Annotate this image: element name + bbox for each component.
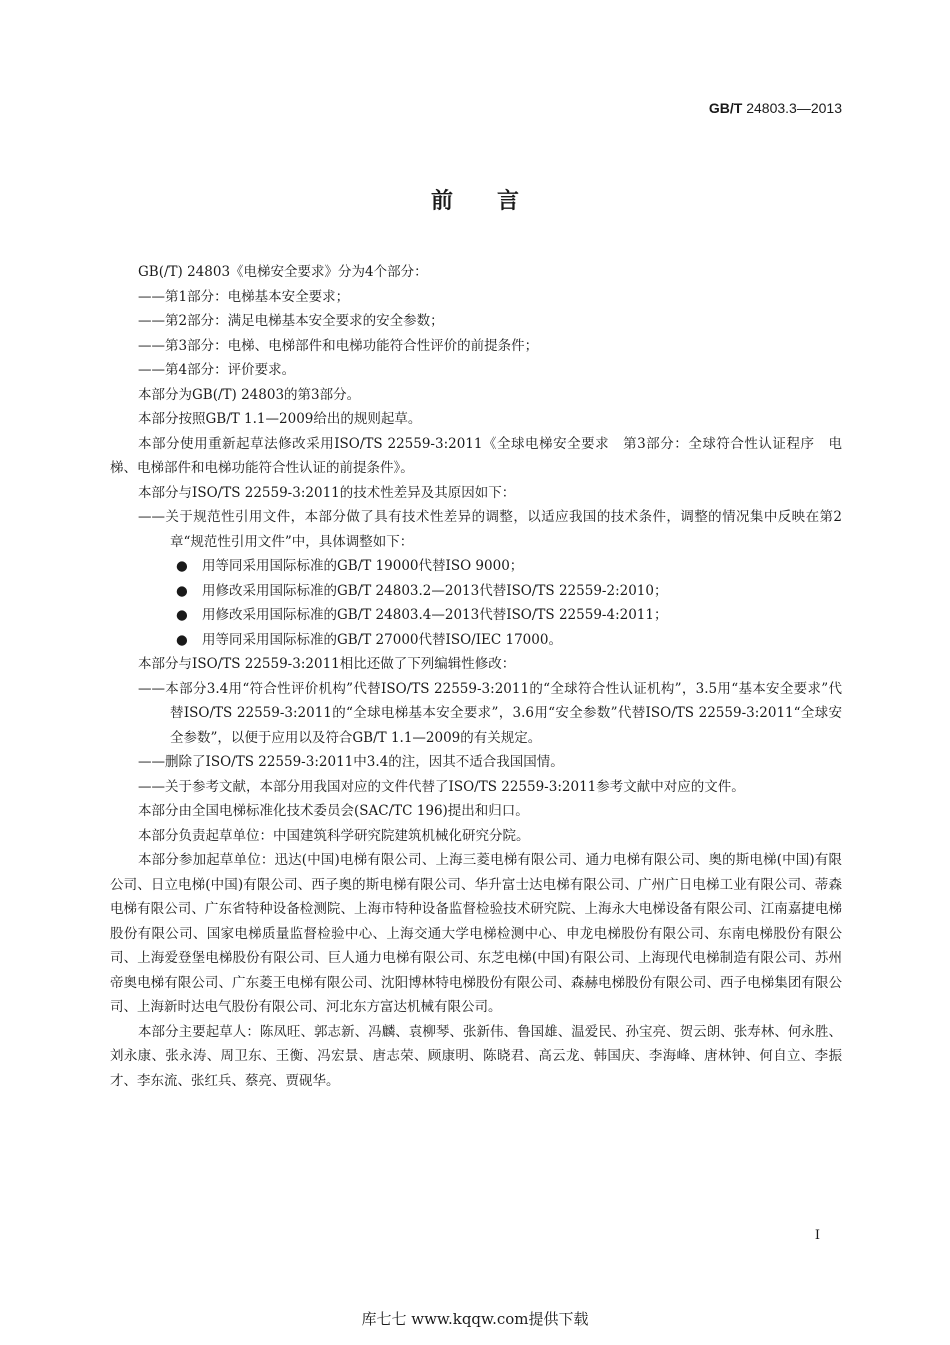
dash-item: ——本部分3.4用“符合性评价机构”代替ISO/TS 22559-3:2011的“全球符合性认证机构”，3.5用“基本安全要求”代替ISO/TS 22559-3:2011的“全球电梯基本安全要求”，3.6用“安全参数”代替ISO/TS 22559-3:2011“全球安全参数”，以便于应用以及符合GB/T 1.1—2009的有关规定。 <box>138 680 842 746</box>
bullet-text: 用修改采用国际标准的GB/T 24803.2—2013代替ISO/TS 22559-2:2010； <box>202 582 668 599</box>
paragraph: 本部分参加起草单位：迅达(中国)电梯有限公司、上海三菱电梯有限公司、通力电梯有限公司、奥的斯电梯(中国)有限公司、日立电梯(中国)有限公司、西子奥的斯电梯有限公司、华升富士达电梯有限公司、广州广日电梯工业有限公司、蒂森电梯有限公司、广东省特种设备检测院、上海市特种设备监督检验技术研究院、上海永大电梯设备有限公司、江南嘉捷电梯股份有限公司、国家电梯质量监督检验中心、上海交通大学电梯检测中心、申龙电梯股份有限公司、东南电梯股份有限公司、上海爱登堡电梯股份有限公司、巨人通力电梯有限公司、东芝电梯(中国)有限公司、上海现代电梯制造有限公司、苏州帝奥电梯有限公司、广东菱王电梯有限公司、沈阳博林特电梯股份有限公司、森赫电梯股份有限公司、西子电梯集团有限公司、上海新时达电气股份有限公司、河北东方富达机械有限公司。 <box>110 852 842 1015</box>
bullet-item <box>110 603 842 628</box>
paragraph: 本部分与ISO/TS 22559-3:2011的技术性差异及其原因如下： <box>138 484 516 501</box>
bullet-text: 用修改采用国际标准的GB/T 24803.4—2013代替ISO/TS 22559-4:2011； <box>202 607 668 623</box>
bullet-item <box>110 628 842 653</box>
bullet-item <box>110 554 842 579</box>
standard-number: 24803.3—2013 <box>746 100 842 116</box>
dash-item: ——第3部分：电梯、电梯部件和电梯功能符合性评价的前提条件； <box>138 337 539 354</box>
bullet-item <box>110 579 842 604</box>
paragraph: GB(/T) 24803《电梯安全要求》分为4个部分： <box>138 264 428 280</box>
paragraph: 本部分使用重新起草法修改采用ISO/TS 22559-3:2011《全球电梯安全要求 第3部分：全球符合性认证程序 电梯、电梯部件和电梯功能符合性认证的前提条件》。 <box>110 435 842 476</box>
standard-code <box>709 100 842 116</box>
bullet-text: 用等同采用国际标准的GB/T 19000代替ISO 9000； <box>202 558 524 574</box>
download-source: 库七七 www.kqqw.com提供下载 <box>361 1310 589 1328</box>
body-content <box>110 260 842 1093</box>
bullet-icon: ● <box>176 582 188 599</box>
paragraph: 本部分与ISO/TS 22559-3:2011相比还做了下列编辑性修改： <box>138 656 516 672</box>
dash-item: ——关于规范性引用文件，本部分做了具有技术性差异的调整，以适应我国的技术条件，调整的情况集中反映在第2章“规范性引用文件”中，具体调整如下： <box>138 509 842 550</box>
page-title: 前言 <box>430 189 563 214</box>
page-number: I <box>814 1228 820 1243</box>
bullet-text: 用等同采用国际标准的GB/T 27000代替ISO/IEC 17000。 <box>202 631 562 648</box>
standard-prefix: GB/T <box>708 100 743 116</box>
bullet-icon: ● <box>176 607 188 623</box>
dash-item: ——第4部分：评价要求。 <box>138 362 296 378</box>
dash-item: ——删除了ISO/TS 22559-3:2011中3.4的注，因其不适合我国国情。 <box>138 754 564 770</box>
paragraph: 本部分为GB(/T) 24803的第3部分。 <box>138 386 361 403</box>
bullet-icon: ● <box>176 558 188 574</box>
paragraph: 本部分负责起草单位：中国建筑科学研究院建筑机械化研究分院。 <box>138 827 530 844</box>
dash-item: ——第2部分：满足电梯基本安全要求的安全参数； <box>138 313 444 329</box>
dash-item: ——第1部分：电梯基本安全要求； <box>138 288 350 305</box>
paragraph: 本部分主要起草人：陈凤旺、郭志新、冯麟、袁柳琴、张新伟、鲁国雄、温爱民、孙宝亮、贺云朗、张寿林、何永胜、刘永康、张永涛、周卫东、王衡、冯宏景、唐志荣、顾康明、陈晓君、高云龙、韩国庆、李海峰、唐林钟、何自立、李振才、李东流、张红兵、蔡亮、贾砚华。 <box>110 1023 842 1089</box>
dash-item: ——关于参考文献，本部分用我国对应的文件代替了ISO/TS 22559-3:2011参考文献中对应的文件。 <box>138 778 745 795</box>
paragraph: 本部分由全国电梯标准化技术委员会(SAC/TC 196)提出和归口。 <box>138 803 529 819</box>
paragraph: 本部分按照GB/T 1.1—2009给出的规则起草。 <box>138 411 422 427</box>
bullet-icon: ● <box>176 631 188 648</box>
